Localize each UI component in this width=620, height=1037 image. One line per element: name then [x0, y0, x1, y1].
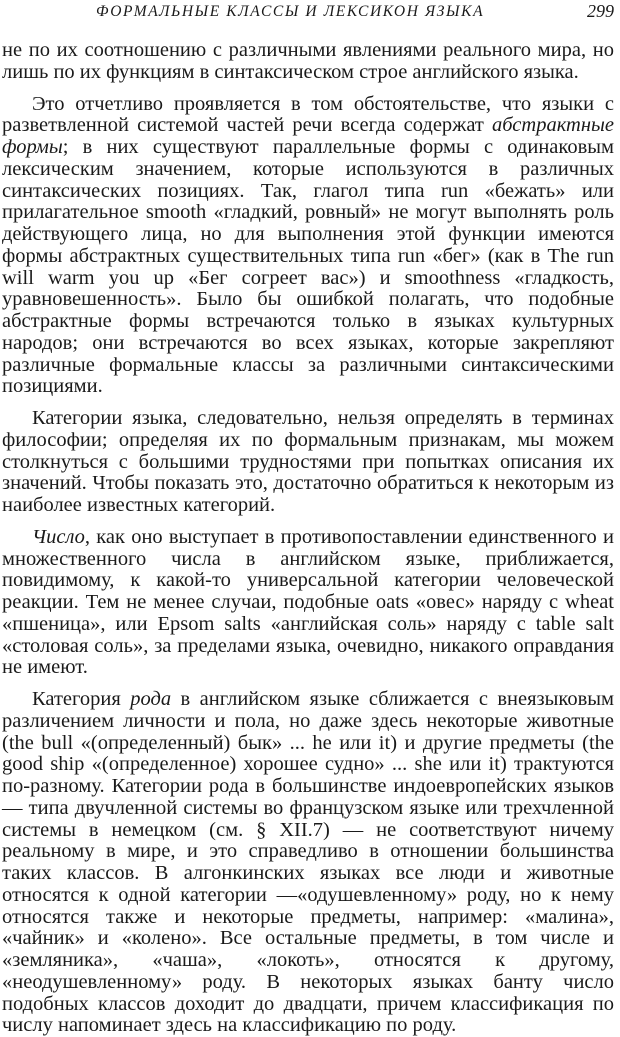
- paragraph-2-lead: Это отчетливо проявляется в том обстоятельстве, что языки с разветвленной системой частей речи всегда содержат: [2, 92, 614, 137]
- paragraph-3: Категории языка, следовательно, нельзя определять в терминах философии; определяя их по формальным признакам, мы можем столкнуться с большими трудностями при попытках описания их значений. Чтобы показать это, достаточно обратиться к некоторым из наиболее известных категорий.: [2, 407, 614, 516]
- paragraph-5: [2, 689, 614, 1037]
- page-number: 299: [587, 1, 614, 21]
- paragraph-2: [2, 94, 614, 399]
- paragraph-5-rest: в английском языке сближается с внеязыковым различением личности и пола, но даже здесь некоторые животные (the bull «(определенный) бык» ... he или it) и другие предметы (the good ship «(определенное) хорошее судно» ... she или it) трактуются по-разному. Категории рода в большинстве индоевропейских языков— типа двучленной системы во французском языке или трехчленной системы в немецком (см. § XII.7) — не соответствуют ничему реальному в мире, и это справедливо в отношении большинства таких классов. В алгонкинских языках все люди и животные относятся к одной категории —«одушевленному» роду, но к нему относятся также и некоторые предметы, например: «малина», «чайник» и «колено». Все остальные предметы, в том числе и «земляника», «чаша», «локоть», относятся к другому, «неодушевленному» роду. В некоторых языках банту число подобных классов доходит до двадцати, причем классификация по числу напоминает здесь на классификацию по роду.: [2, 688, 615, 1037]
- paragraph-5-lead: Категория: [32, 688, 131, 710]
- body-text: [2, 40, 614, 1037]
- paragraph-1: не по их соотношению с различными явлениями реального мира, но лишь по их функциям в синтаксическом строе английского языка.: [2, 39, 614, 83]
- paragraph-4-rest: , как оно выступает в противопоставлении единственного и множественного числа в английском языке, приближается, повидимому, к какой-то универсальной категории человеческой реакции. Тем не менее случаи, подобные oats «овес» наряду с wheat «пшеница», или Epsom salts «английская соль» наряду с table salt «столовая соль», за пределами языка, очевидно, никакого оправдания не имеют.: [2, 525, 614, 679]
- paragraph-5-emphasis: рода: [130, 688, 172, 710]
- paragraph-2-rest: ; в них существуют параллельные формы с одинаковым лексическим значением, которые используются в различных синтаксических позициях. Так, глагол типа run «бежать» или прилагательное smooth «гладкий, ровный» не могут выполнять роль действующего лица, но для выполнения этой функции имеются формы абстрактных существительных типа run «бег» (как в The run will warm you up «Бег согреет вас») и smoothness «гладкость, уравновешенность». Было бы ошибкой полагать, что подобные абстрактные формы встречаются только в языках культурных народов; они встречаются во всех языках, которые закрепляют различные формальные классы за различными синтаксическими позициями.: [2, 136, 614, 398]
- paragraph-2-emphasis: абстрактные формы: [2, 114, 614, 158]
- running-head: ФОРМАЛЬНЫЕ КЛАССЫ И ЛЕКСИКОН ЯЗЫКА: [96, 3, 485, 20]
- paragraph-4-emphasis: Число: [32, 525, 85, 548]
- paragraph-4: [2, 527, 614, 679]
